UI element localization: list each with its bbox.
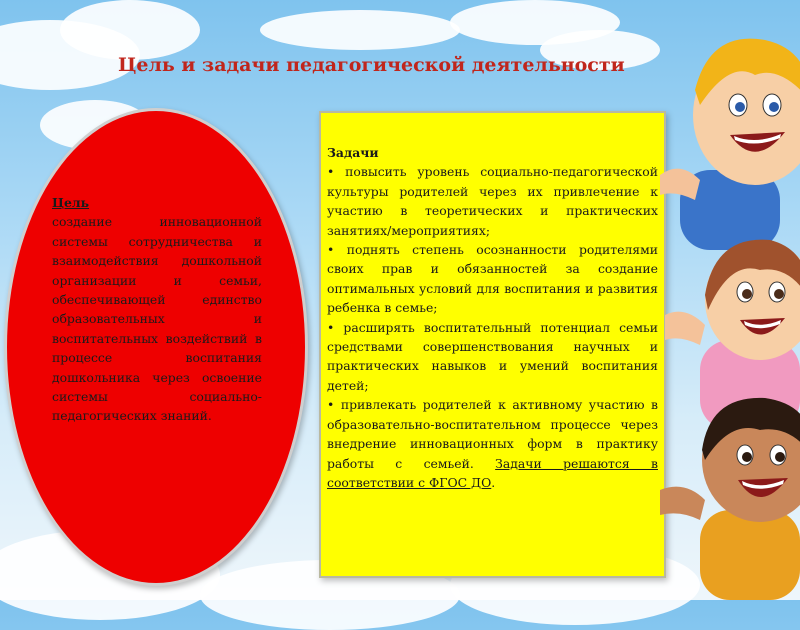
page-title: Цель и задачи педагогической деятельности [118,54,625,76]
task-item-text: • привлекать родителей к активному участию в образовательно-воспитательном процессе через внедрение инновационных форм в практику работы с семьей. [327,397,658,471]
goal-text: создание инновационной системы сотрудничества и взаимодействия дошкольной организации и семьи, обеспечивающей единство образовательных и воспитательных воздействий в процессе воспитания дошкольника через освоение системы социально-педагогических знаний. [52,214,262,424]
task-item: • расширять воспитательный потенциал семьи средствами совершенствования научных и практических навыков и умений воспитания детей; [327,319,658,393]
tasks-conclusion: Задачи решаются в соответствии с ФГОС ДО [327,455,658,490]
goal-heading: Цель [52,195,90,210]
tasks-block [327,143,658,492]
goal-block [52,193,262,426]
tasks-heading: Задачи [327,145,379,160]
cloud [60,0,200,60]
kid-boy-dark [660,398,800,600]
task-item: • привлекать родителей к активному участию в образовательно-воспитательном процессе через внедрение инновационных форм в практику работы с семьей. Задачи решаются в соответствии с ФГОС ДО. [327,397,658,490]
children-illustration [660,20,800,600]
task-item: • повысить уровень социально-педагогической культуры родителей через их привлечение к участию в теоретических и практических занятиях/мероприятиях; [327,164,658,238]
task-item: • поднять степень осознанности родителями своих прав и обязанностей за создание оптимальных условий для воспитания и развития ребенка в семье; [327,242,658,316]
cloud [260,10,460,50]
kid-blond-boy [660,39,800,250]
